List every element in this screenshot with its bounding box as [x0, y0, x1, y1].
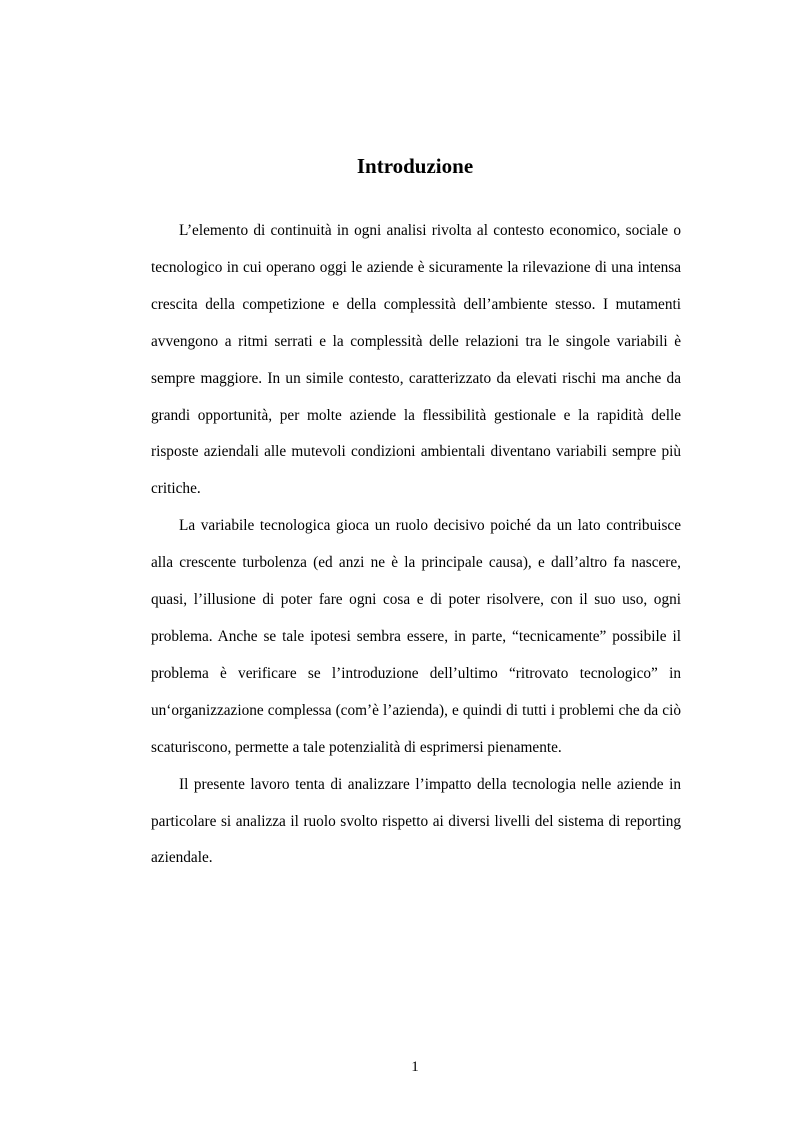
- page-title: Introduzione: [356, 154, 474, 178]
- page-number: 1: [411, 1059, 419, 1075]
- paragraph-1: L’elemento di continuità in ogni analisi rivolta al contesto economico, sociale o tecnologico in cui operano oggi le aziende è sicuramente la rilevazione di una intensa crescita della competizione e della complessità dell’ambiente stesso. I mutamenti avvengono a ritmi serrati e la complessità delle relazioni tra le singole variabili è sempre maggiore. In un simile contesto, caratterizzato da elevati rischi ma anche da grandi opportunità, per molte aziende la flessibilità gestionale e la rapidità delle risposte aziendali alle mutevoli condizioni ambientali diventano variabili sempre più critiche.: [151, 222, 681, 498]
- body-text: [151, 213, 681, 877]
- paragraph-2: La variabile tecnologica gioca un ruolo decisivo poiché da un lato contribuisce alla crescente turbolenza (ed anzi ne è la principale causa), e dall’altro fa nascere, quasi, l’illusione di poter fare ogni cosa e di poter risolvere, con il suo uso, ogni problema. Anche se tale ipotesi sembra essere, in parte, “tecnicamente” possibile il problema è verificare se l’introduzione dell’ultimo “ritrovato tecnologico” in un‘organizzazione complessa (com’è l’azienda), e quindi di tutti i problemi che da ciò scaturiscono, permette a tale potenzialità di esprimersi pienamente.: [151, 517, 681, 756]
- paragraph-3: Il presente lavoro tenta di analizzare l’impatto della tecnologia nelle aziende in particolare si analizza il ruolo svolto rispetto ai diversi livelli del sistema di reporting aziendale.: [151, 775, 681, 867]
